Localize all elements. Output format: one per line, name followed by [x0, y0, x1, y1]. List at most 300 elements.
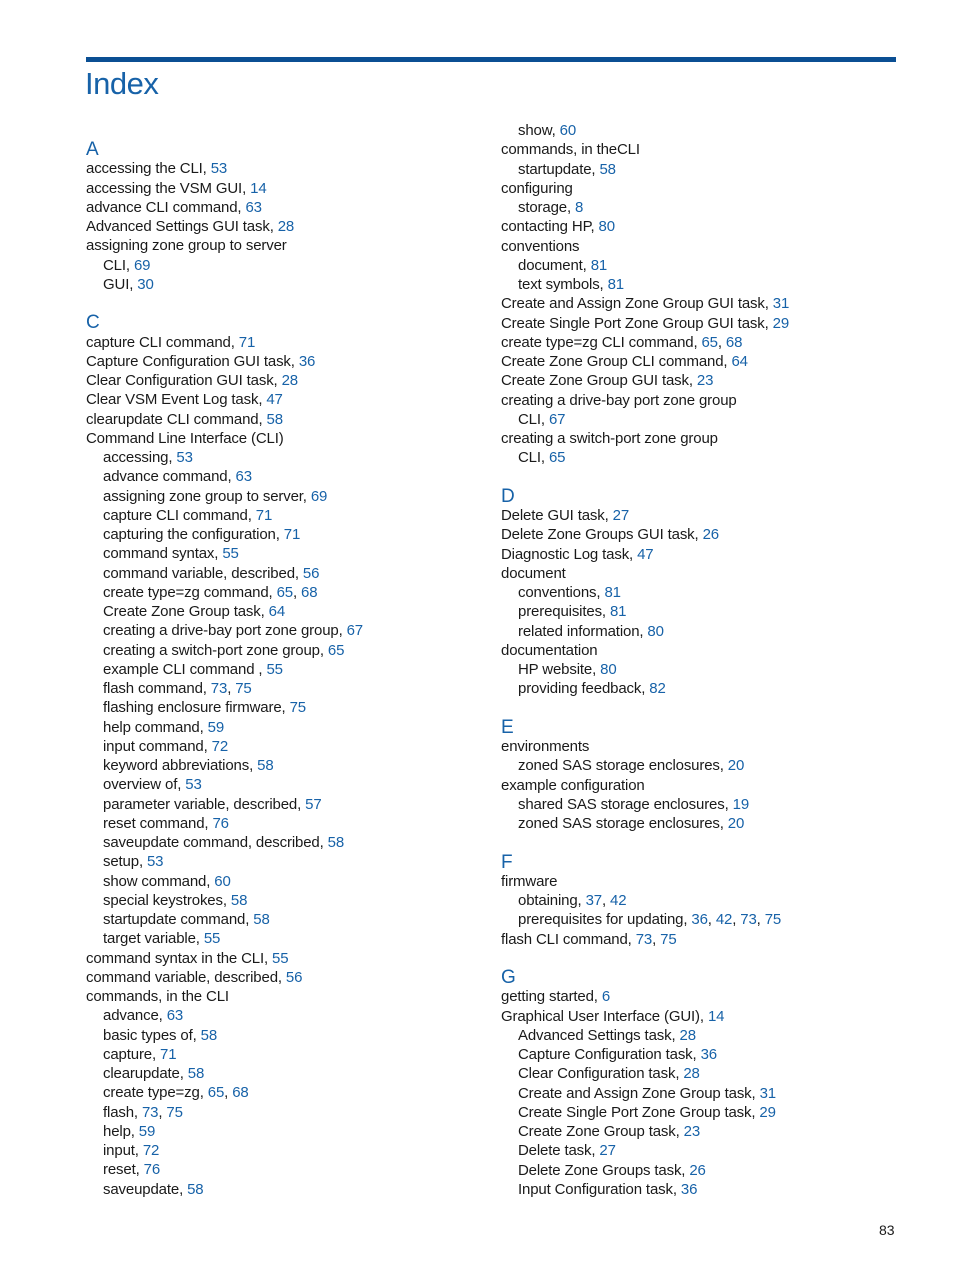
index-entry: [501, 371, 901, 390]
index-subentry: [86, 641, 486, 660]
page-link[interactable]: 71: [283, 526, 301, 543]
entry-text: assigning zone group to server: [86, 237, 287, 255]
page-link[interactable]: 56: [302, 564, 320, 582]
page-link[interactable]: 36: [680, 1180, 698, 1198]
entry-text: creating a drive-bay port zone group: [501, 391, 737, 409]
index-subentry: [86, 525, 486, 544]
page-link[interactable]: 55: [203, 930, 221, 948]
index-entry: [501, 872, 901, 891]
index-subentry: [501, 602, 901, 621]
page-link[interactable]: 8: [575, 199, 584, 216]
page-link[interactable]: 60: [559, 122, 577, 139]
page-separator: ,: [652, 930, 661, 948]
page-link[interactable]: 58: [187, 1180, 204, 1198]
index-entry: [501, 545, 901, 564]
page-link[interactable]: 14: [250, 179, 267, 197]
index-subentry: [86, 256, 486, 275]
page-link[interactable]: 68: [725, 333, 743, 351]
entry-text: flash CLI command,: [501, 930, 636, 948]
entry-text: saveupdate command, described,: [103, 834, 328, 851]
section-gap: [501, 833, 901, 852]
entry-text: Capture Configuration task,: [518, 1046, 701, 1063]
page-link[interactable]: 36: [691, 911, 708, 929]
entry-text: creating a switch-port zone group,: [103, 641, 328, 659]
page-link[interactable]: 58: [327, 834, 345, 851]
index-entry: [86, 198, 486, 217]
index-entry: [86, 217, 486, 236]
page-link[interactable]: 76: [143, 1161, 161, 1179]
entry-text: target variable,: [103, 930, 204, 948]
page-link[interactable]: 28: [679, 1026, 696, 1044]
section-gap: [86, 294, 486, 313]
page-separator: ,: [158, 1103, 167, 1121]
page-separator: ,: [292, 583, 302, 601]
index-entry: [501, 525, 901, 544]
index-subentry: [501, 910, 901, 929]
page-link[interactable]: 59: [207, 718, 225, 736]
index-entry: [86, 179, 486, 198]
index-subentry: [501, 1161, 901, 1180]
entry-text: providing feedback,: [518, 680, 650, 698]
page-link[interactable]: 55: [222, 545, 239, 563]
page-link[interactable]: 68: [232, 1084, 249, 1102]
index-subentry: [86, 621, 486, 640]
page-link[interactable]: 81: [590, 256, 608, 274]
entry-text: clearupdate CLI command,: [86, 410, 267, 428]
page-link[interactable]: 31: [759, 1084, 776, 1102]
index-entry: [501, 776, 901, 795]
entry-text: clearupdate,: [103, 1065, 188, 1082]
entry-text: capturing the configuration,: [103, 526, 284, 543]
page-link[interactable]: 47: [266, 391, 283, 409]
page-link[interactable]: 27: [599, 1142, 616, 1160]
index-subentry: [501, 198, 901, 217]
page-link[interactable]: 26: [689, 1161, 706, 1179]
index-entry: [86, 987, 486, 1006]
page-link[interactable]: 42: [610, 892, 627, 909]
index-entry: [501, 564, 901, 583]
index-subentry: [86, 1103, 486, 1122]
page-link[interactable]: 67: [346, 622, 363, 640]
page-link[interactable]: 58: [230, 891, 248, 909]
page-link[interactable]: 63: [235, 468, 252, 486]
entry-text: firmware: [501, 872, 558, 890]
index-subentry: [86, 487, 486, 506]
page-link[interactable]: 60: [214, 872, 231, 890]
index-subentry: [86, 756, 486, 775]
index-subentry: [501, 1141, 901, 1160]
index-entry: [501, 737, 901, 756]
entry-text: special keystrokes,: [103, 891, 231, 909]
entry-text: text symbols,: [518, 276, 608, 293]
entry-text: Clear Configuration GUI task,: [86, 372, 282, 389]
index-subentry: [86, 1141, 486, 1160]
page-link[interactable]: 29: [772, 314, 790, 332]
entry-text: help,: [103, 1122, 139, 1140]
entry-text: help command,: [103, 718, 208, 736]
page-link[interactable]: 28: [683, 1065, 700, 1083]
entry-text: advance command,: [103, 468, 236, 486]
entry-text: accessing the CLI,: [86, 160, 211, 178]
entry-text: configuring: [501, 179, 573, 197]
index-entry: [86, 390, 486, 409]
entry-text: Create and Assign Zone Group GUI task,: [501, 295, 773, 313]
page-link[interactable]: 53: [210, 160, 228, 178]
page-link[interactable]: 75: [764, 911, 782, 929]
index-subentry: [86, 564, 486, 583]
page-link[interactable]: 58: [200, 1026, 218, 1044]
section-gap: [501, 699, 901, 718]
index-entry: [501, 179, 901, 198]
entry-text: basic types of,: [103, 1026, 201, 1044]
index-subentry: [86, 737, 486, 756]
entry-text: capture,: [103, 1045, 161, 1063]
entry-text: Advanced Settings GUI task,: [86, 218, 278, 235]
entry-text: Create Single Port Zone Group task,: [518, 1103, 760, 1121]
page-link[interactable]: 71: [255, 506, 273, 524]
entry-text: startupdate,: [518, 160, 600, 178]
index-subentry: [86, 833, 486, 852]
index-subentry: [501, 256, 901, 275]
index-entry: [501, 352, 901, 371]
index-entry: [501, 429, 901, 448]
page-link[interactable]: 53: [185, 776, 202, 794]
section-gap: [501, 949, 901, 968]
index-subentry: [501, 814, 901, 833]
page-separator: ,: [227, 680, 236, 697]
index-subentry: [501, 448, 901, 467]
page-link[interactable]: 23: [696, 372, 714, 390]
index-subentry: [86, 852, 486, 871]
page-link[interactable]: 26: [702, 526, 719, 544]
entry-text: Delete task,: [518, 1142, 600, 1160]
header-rule: [86, 57, 896, 62]
entry-text: command syntax,: [103, 545, 223, 563]
page-link[interactable]: 37: [585, 892, 602, 909]
entry-text: commands, in theCLI: [501, 141, 640, 159]
entry-text: Delete Zone Groups GUI task,: [501, 526, 703, 544]
page-link[interactable]: 58: [253, 911, 270, 928]
entry-text: prerequisites,: [518, 603, 610, 621]
entry-text: Create and Assign Zone Group task,: [518, 1084, 760, 1102]
entry-text: command variable, described,: [86, 968, 286, 986]
section-letter: D: [501, 485, 515, 507]
entry-text: creating a drive-bay port zone group,: [103, 622, 347, 640]
section-letter: C: [86, 312, 100, 334]
entry-text: getting started,: [501, 988, 602, 1006]
page-link[interactable]: 28: [281, 372, 298, 389]
page-link[interactable]: 71: [160, 1045, 177, 1063]
page-link[interactable]: 30: [137, 275, 154, 293]
page-link[interactable]: 58: [266, 410, 283, 428]
entry-text: commands, in the CLI: [86, 988, 229, 1005]
index-subentry: [501, 1064, 901, 1083]
index-subentry: [501, 1084, 901, 1103]
page-link[interactable]: 80: [647, 622, 664, 640]
index-subentry: [501, 756, 901, 775]
entry-text: capture CLI command,: [103, 506, 256, 524]
entry-text: conventions: [501, 237, 580, 255]
page-link[interactable]: 69: [310, 487, 328, 505]
page-link[interactable]: 65: [207, 1084, 225, 1102]
entry-text: CLI,: [103, 256, 134, 274]
page-link[interactable]: 27: [612, 507, 630, 524]
index-entry: [501, 217, 901, 236]
page-link[interactable]: 20: [727, 815, 745, 832]
index-subentry: [86, 506, 486, 525]
index-subentry: [86, 544, 486, 563]
index-subentry: [86, 1122, 486, 1141]
page-link[interactable]: 68: [301, 583, 318, 601]
section-gap: [501, 468, 901, 487]
index-subentry: [86, 775, 486, 794]
entry-text: capture CLI command,: [86, 333, 239, 351]
entry-text: Graphical User Interface (GUI),: [501, 1007, 708, 1025]
page-link[interactable]: 65: [276, 583, 293, 601]
entry-text: advance CLI command,: [86, 198, 246, 216]
index-subentry: [501, 1180, 901, 1199]
entry-text: parameter variable, described,: [103, 795, 306, 813]
index-subentry: [501, 1122, 901, 1141]
page-link[interactable]: 64: [731, 353, 748, 370]
page-separator: ,: [601, 892, 611, 909]
index-subentry: [86, 910, 486, 929]
entry-text: advance,: [103, 1007, 167, 1025]
page-link[interactable]: 53: [146, 853, 164, 871]
index-subentry: [86, 891, 486, 910]
entry-text: show command,: [103, 872, 215, 890]
entry-text: conventions,: [518, 584, 605, 601]
entry-text: Clear Configuration task,: [518, 1065, 684, 1083]
page-link[interactable]: 82: [649, 680, 666, 698]
page-link[interactable]: 58: [599, 160, 616, 178]
entry-text: GUI,: [103, 275, 138, 293]
index-entry: [86, 236, 486, 255]
page-link[interactable]: 72: [142, 1142, 160, 1159]
entry-text: input command,: [103, 737, 212, 755]
page-link[interactable]: 58: [257, 757, 274, 774]
entry-text: Delete Zone Groups task,: [518, 1161, 690, 1179]
index-entry: [501, 1007, 901, 1026]
entry-text: environments: [501, 738, 590, 755]
page-link[interactable]: 73: [210, 680, 228, 697]
page-separator: ,: [707, 911, 716, 929]
page-link[interactable]: 19: [732, 795, 750, 813]
index-entry: [86, 949, 486, 968]
page-number: 83: [879, 1222, 895, 1238]
index-subentry: [86, 602, 486, 621]
page-link[interactable]: 65: [548, 449, 566, 467]
entry-text: CLI,: [518, 449, 549, 467]
page-link[interactable]: 65: [701, 333, 718, 351]
page-separator: ,: [732, 911, 741, 929]
page-link[interactable]: 57: [305, 795, 322, 813]
index-subentry: [86, 1160, 486, 1179]
page-link[interactable]: 55: [266, 660, 283, 678]
index-subentry: [501, 1026, 901, 1045]
page-link[interactable]: 75: [166, 1103, 183, 1121]
page-link[interactable]: 81: [609, 603, 627, 621]
entry-text: Create Zone Group task,: [518, 1123, 684, 1140]
index-subentry: [86, 718, 486, 737]
entry-text: Create Single Port Zone Group GUI task,: [501, 314, 773, 332]
index-subentry: [501, 121, 901, 140]
index-entry: [86, 429, 486, 448]
entry-text: command variable, described,: [103, 564, 303, 582]
index-subentry: [501, 622, 901, 641]
section-letter: E: [501, 716, 514, 738]
entry-text: CLI,: [518, 410, 549, 428]
page-link[interactable]: 72: [211, 737, 229, 755]
index-subentry: [86, 679, 486, 698]
index-subentry: [86, 275, 486, 294]
index-subentry: [501, 891, 901, 910]
entry-text: command syntax in the CLI,: [86, 949, 273, 967]
entry-text: Create Zone Group CLI command,: [501, 353, 732, 370]
page-link[interactable]: 47: [637, 545, 654, 563]
page-link[interactable]: 31: [772, 295, 790, 313]
section-letter: G: [501, 967, 516, 988]
page-link[interactable]: 20: [727, 757, 745, 775]
page-link[interactable]: 6: [601, 988, 611, 1006]
index-subentry: [501, 1103, 901, 1122]
index-subentry: [86, 814, 486, 833]
entry-text: related information,: [518, 622, 648, 640]
page-link[interactable]: 65: [327, 641, 345, 659]
index-entry: [86, 968, 486, 987]
page-separator: ,: [717, 333, 726, 351]
index-entry: [86, 333, 486, 352]
index-entry: [501, 391, 901, 410]
entry-text: Input Configuration task,: [518, 1180, 681, 1198]
entry-text: keyword abbreviations,: [103, 757, 258, 774]
entry-text: Capture Configuration GUI task,: [86, 352, 299, 370]
index-subentry: [86, 583, 486, 602]
index-column-left: [86, 140, 486, 1199]
page-separator: ,: [224, 1084, 233, 1102]
index-entry: [86, 352, 486, 371]
page-link[interactable]: 58: [187, 1065, 205, 1082]
entry-text: document,: [518, 256, 591, 274]
index-subentry: [86, 1083, 486, 1102]
page-link[interactable]: 81: [607, 276, 624, 293]
entry-text: flashing enclosure firmware,: [103, 699, 290, 717]
index-subentry: [86, 660, 486, 679]
entry-text: reset command,: [103, 814, 213, 832]
page-link[interactable]: 59: [138, 1122, 156, 1140]
page-link[interactable]: 75: [235, 680, 252, 697]
entry-text: assigning zone group to server,: [103, 487, 311, 505]
index-entry: [501, 140, 901, 159]
index-subentry: [501, 583, 901, 602]
page-link[interactable]: 67: [548, 410, 566, 428]
index-entry: [501, 294, 901, 313]
page-link[interactable]: 71: [238, 333, 256, 351]
entry-text: create type=zg command,: [103, 583, 277, 601]
index-subentry: [86, 467, 486, 486]
entry-text: input,: [103, 1142, 143, 1159]
page-link[interactable]: 29: [759, 1103, 776, 1121]
entry-text: contacting HP,: [501, 218, 599, 236]
entry-text: show,: [518, 122, 560, 139]
index-entry: [501, 314, 901, 333]
page-link[interactable]: 28: [277, 218, 295, 235]
section-letter: A: [86, 139, 99, 160]
page-link[interactable]: 80: [598, 218, 615, 236]
page-link[interactable]: 36: [298, 352, 316, 370]
entry-text: accessing the VSM GUI,: [86, 179, 251, 197]
entry-text: create type=zg,: [103, 1084, 208, 1102]
entry-text: Advanced Settings task,: [518, 1026, 680, 1044]
page-link[interactable]: 75: [660, 930, 677, 948]
page-link[interactable]: 73: [635, 930, 653, 948]
entry-text: flash,: [103, 1103, 142, 1121]
page-link[interactable]: 14: [707, 1007, 725, 1025]
index-subentry: [501, 795, 901, 814]
entry-text: storage,: [518, 199, 576, 216]
index-subentry: [501, 410, 901, 429]
entry-text: flash command,: [103, 680, 211, 697]
page-link[interactable]: 75: [289, 699, 306, 717]
entry-text: zoned SAS storage enclosures,: [518, 815, 728, 832]
index-subentry: [86, 1064, 486, 1083]
index-entry: [501, 237, 901, 256]
entry-text: obtaining,: [518, 892, 586, 909]
entry-text: document: [501, 564, 566, 582]
index-subentry: [86, 795, 486, 814]
page-link[interactable]: 73: [740, 911, 757, 929]
index-entry: [501, 641, 901, 660]
entry-text: Create Zone Group GUI task,: [501, 372, 697, 390]
entry-text: zoned SAS storage enclosures,: [518, 757, 728, 775]
page-link[interactable]: 55: [272, 949, 289, 967]
entry-text: accessing,: [103, 449, 177, 466]
page-link[interactable]: 36: [700, 1046, 717, 1063]
index-subentry: [86, 929, 486, 948]
page-link[interactable]: 53: [176, 449, 193, 466]
entry-text: example configuration: [501, 776, 645, 794]
index-entry: [86, 159, 486, 178]
entry-text: Diagnostic Log task,: [501, 545, 638, 563]
page-link[interactable]: 63: [166, 1007, 184, 1025]
page-link[interactable]: 76: [212, 814, 229, 832]
index-subentry: [86, 448, 486, 467]
page-link[interactable]: 42: [715, 911, 733, 929]
entry-text: reset,: [103, 1161, 144, 1179]
entry-text: overview of,: [103, 776, 186, 794]
index-entry: [501, 930, 901, 949]
index-subentry: [86, 1026, 486, 1045]
page-link[interactable]: 56: [285, 968, 303, 986]
page-link[interactable]: 80: [600, 661, 617, 678]
entry-text: example CLI command ,: [103, 660, 267, 678]
page-link[interactable]: 64: [268, 603, 286, 620]
page-link[interactable]: 63: [245, 198, 262, 216]
page-link[interactable]: 23: [683, 1123, 701, 1140]
page-link[interactable]: 81: [604, 584, 621, 601]
entry-text: prerequisites for updating,: [518, 911, 692, 929]
index-entry: [501, 333, 901, 352]
index-subentry: [501, 1045, 901, 1064]
page-link[interactable]: 73: [141, 1103, 159, 1121]
entry-text: Create Zone Group task,: [103, 603, 269, 620]
index-subentry: [86, 1180, 486, 1199]
index-subentry: [501, 679, 901, 698]
page-link[interactable]: 69: [133, 256, 151, 274]
entry-text: startupdate command,: [103, 911, 254, 928]
entry-text: HP website,: [518, 661, 601, 678]
section-letter: F: [501, 851, 513, 873]
